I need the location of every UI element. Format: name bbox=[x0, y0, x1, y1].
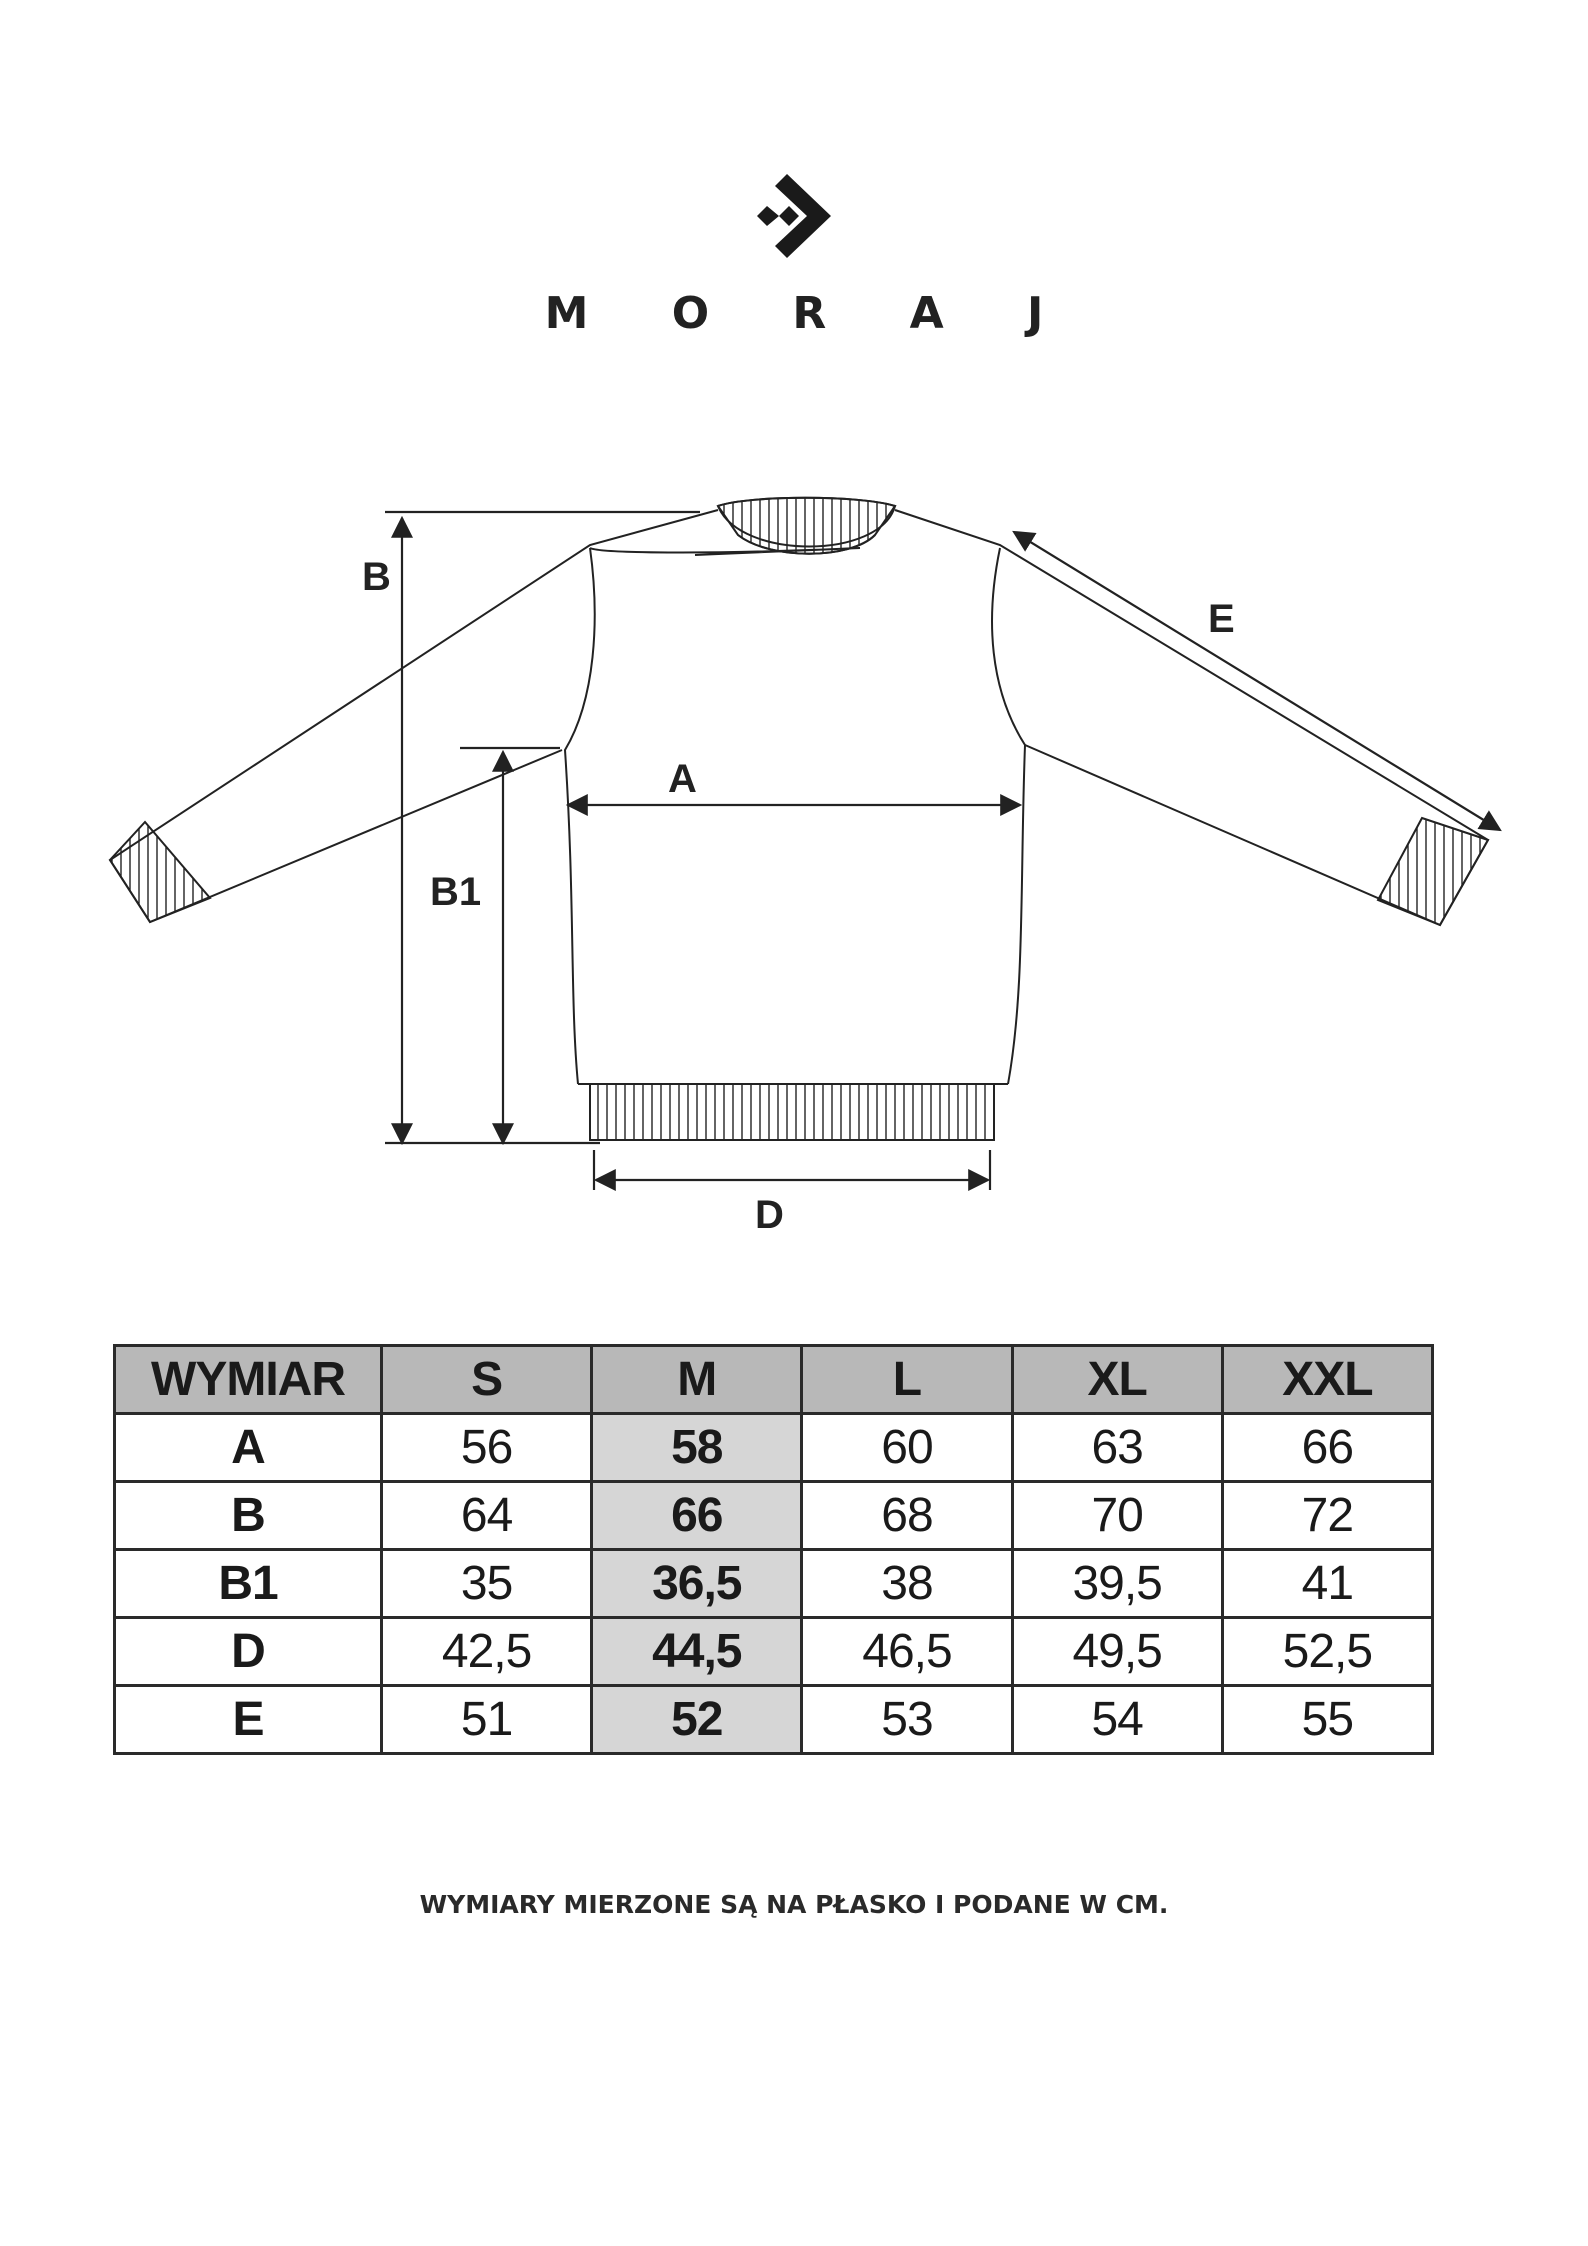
brand-logo bbox=[0, 170, 1588, 260]
label-b1: B1 bbox=[430, 870, 482, 914]
table-cell: 49,5 bbox=[1012, 1618, 1222, 1686]
table-cell-highlight: 36,5 bbox=[592, 1550, 802, 1618]
table-cell: 42,5 bbox=[382, 1618, 592, 1686]
table-cell: 38 bbox=[802, 1550, 1012, 1618]
measure-e bbox=[1014, 532, 1500, 830]
sweater-outline bbox=[110, 498, 1488, 1084]
table-cell: 56 bbox=[382, 1414, 592, 1482]
table-row bbox=[115, 1686, 1433, 1754]
table-cell: 46,5 bbox=[802, 1618, 1012, 1686]
header-cell: S bbox=[382, 1346, 592, 1414]
table-row bbox=[115, 1618, 1433, 1686]
table-cell: 52,5 bbox=[1222, 1618, 1432, 1686]
table-cell-highlight: 66 bbox=[592, 1482, 802, 1550]
header-cell: L bbox=[802, 1346, 1012, 1414]
table-cell: 35 bbox=[382, 1550, 592, 1618]
table-cell-highlight: 52 bbox=[592, 1686, 802, 1754]
table-cell: 39,5 bbox=[1012, 1550, 1222, 1618]
label-b: B bbox=[362, 555, 391, 599]
table-cell: 64 bbox=[382, 1482, 592, 1550]
row-label: B1 bbox=[115, 1550, 382, 1618]
neck-ribbing bbox=[718, 498, 895, 554]
header-cell: XXL bbox=[1222, 1346, 1432, 1414]
moraj-logo-icon bbox=[749, 170, 839, 260]
table-cell: 60 bbox=[802, 1414, 1012, 1482]
table-cell: 63 bbox=[1012, 1414, 1222, 1482]
table-cell: 41 bbox=[1222, 1550, 1432, 1618]
sweater-diagram bbox=[0, 480, 1588, 1260]
header-cell: WYMIAR bbox=[115, 1346, 382, 1414]
row-label: E bbox=[115, 1686, 382, 1754]
label-e: E bbox=[1208, 597, 1235, 641]
right-cuff bbox=[1378, 818, 1488, 925]
row-label: D bbox=[115, 1618, 382, 1686]
table-cell: 54 bbox=[1012, 1686, 1222, 1754]
table-row bbox=[115, 1482, 1433, 1550]
header-cell: M bbox=[592, 1346, 802, 1414]
table-cell: 70 bbox=[1012, 1482, 1222, 1550]
hem-ribbing bbox=[590, 1084, 994, 1140]
label-a: A bbox=[668, 757, 697, 801]
row-label: A bbox=[115, 1414, 382, 1482]
table-cell: 66 bbox=[1222, 1414, 1432, 1482]
table-row bbox=[115, 1550, 1433, 1618]
table-cell: 68 bbox=[802, 1482, 1012, 1550]
table-cell: 51 bbox=[382, 1686, 592, 1754]
brand-name: M O R A J bbox=[544, 288, 1078, 339]
table-header-row bbox=[115, 1346, 1433, 1414]
table-cell: 55 bbox=[1222, 1686, 1432, 1754]
size-table bbox=[113, 1344, 1434, 1755]
table-cell: 53 bbox=[802, 1686, 1012, 1754]
measurement-note: WYMIARY MIERZONE SĄ NA PŁASKO I PODANE W CM. bbox=[419, 1890, 1169, 1919]
table-cell-highlight: 44,5 bbox=[592, 1618, 802, 1686]
label-d: D bbox=[755, 1193, 784, 1237]
row-label: B bbox=[115, 1482, 382, 1550]
left-cuff bbox=[110, 822, 210, 922]
header-cell: XL bbox=[1012, 1346, 1222, 1414]
table-cell: 72 bbox=[1222, 1482, 1432, 1550]
table-cell-highlight: 58 bbox=[592, 1414, 802, 1482]
table-row bbox=[115, 1414, 1433, 1482]
